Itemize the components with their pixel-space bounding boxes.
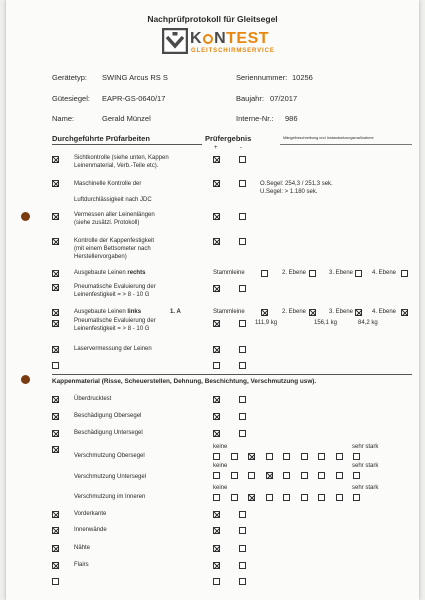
links-ebene3-check[interactable]	[355, 309, 362, 316]
v-unter-scale	[213, 472, 373, 480]
untersegel-label: Beschädigung Untersegel	[74, 430, 143, 436]
v-unter-scale-1[interactable]	[213, 472, 220, 479]
pneumatik-links-label-2: Leinenfestigkeit = > 8 - 10 G	[74, 326, 150, 332]
rechts-ebene4-check[interactable]	[401, 270, 408, 277]
v-innen-scale-6[interactable]	[301, 494, 308, 501]
v-ober-scale-3[interactable]	[248, 453, 255, 460]
v-ober-keine-label: keine	[213, 444, 228, 450]
v-ober-scale-6[interactable]	[301, 453, 308, 460]
naehte-plus-check[interactable]	[213, 545, 220, 552]
check-sichtkontrolle[interactable]	[52, 156, 59, 163]
extra-minus-check[interactable]	[239, 578, 246, 585]
punch-hole-bottom	[21, 375, 30, 384]
remark-column-heading: Mängelbeschreibung und Instandsetzungsmaßnahme	[283, 136, 374, 140]
name-value: Gerald Münzel	[102, 114, 151, 123]
innenwaende-label: Innenwände	[74, 527, 107, 533]
v-unter-scale-9[interactable]	[353, 472, 360, 479]
check-obersegel[interactable]	[52, 413, 59, 420]
check-verschmutzung[interactable]	[52, 446, 59, 453]
kappenfestigkeit-label-3: Herstellervorgaben)	[74, 254, 127, 260]
v-innen-scale-7[interactable]	[318, 494, 325, 501]
logo-emblem-icon	[162, 28, 188, 54]
baujahr-label: Baujahr:	[236, 94, 264, 103]
ueberdrucktest-plus-check[interactable]	[213, 396, 220, 403]
pneumatik-value-1: 111,9 kg	[255, 320, 278, 326]
v-unter-scale-7[interactable]	[318, 472, 325, 479]
remark-underline	[280, 144, 412, 145]
v-ober-scale-2[interactable]	[231, 453, 238, 460]
check-flairs[interactable]	[52, 562, 59, 569]
ueberdrucktest-label: Überdrucktest	[74, 396, 112, 402]
section-divider	[52, 374, 412, 375]
obersegel-label: Beschädigung Obersegel	[74, 413, 142, 419]
check-maschinelle-kontrolle[interactable]	[52, 180, 59, 187]
v-innen-scale-9[interactable]	[353, 494, 360, 501]
pneumatik-links-label: Pneumatische Evaluierung der	[74, 318, 156, 324]
v-unter-scale-8[interactable]	[336, 472, 343, 479]
guetesiegel-label: Gütesiegel:	[52, 94, 90, 103]
geraetetyp-value: SWING Arcus RS S	[102, 73, 168, 82]
document-title: Nachprüfprotokoll für Gleitsegel	[147, 14, 278, 24]
vermessen-minus-check[interactable]	[239, 213, 246, 220]
empty-minus-check[interactable]	[239, 362, 246, 369]
logo-subtitle: GLEITSCHIRMSERVICE	[191, 48, 275, 54]
maschinelle-plus-check[interactable]	[213, 180, 220, 187]
links-ebene4-label: 4. Ebene	[372, 309, 397, 315]
sichtkontrolle-label-2: Leinenmaterial, Verb.-Teile etc).	[74, 163, 159, 169]
v-ober-scale-9[interactable]	[353, 453, 360, 460]
vorderkante-minus-check[interactable]	[239, 511, 246, 518]
pneumatik-value-3: 84,2 kg	[358, 320, 378, 326]
rechts-stammleine-check[interactable]	[261, 270, 268, 277]
porosity-untersegel: U.Segel: > 1.180 sek.	[260, 189, 318, 195]
seriennummer-label: Seriennummer:	[236, 73, 288, 82]
v-innen-scale-3[interactable]	[248, 494, 255, 501]
interne-label: Interne-Nr.:	[236, 114, 274, 123]
innenwaende-minus-check[interactable]	[239, 527, 246, 534]
untersegel-plus-check[interactable]	[213, 430, 220, 437]
v-innen-keine-label: keine	[213, 485, 228, 491]
links-ebene4-check[interactable]	[401, 309, 408, 316]
leinen-rechts-side: rechts	[127, 270, 146, 276]
sichtkontrolle-label: Sichtkontrolle (siehe unten, Kappen	[74, 155, 169, 161]
check-kappenfestigkeit[interactable]	[52, 238, 59, 245]
v-ober-scale-4[interactable]	[266, 453, 273, 460]
ueberdrucktest-minus-check[interactable]	[239, 396, 246, 403]
links-stammleine-check[interactable]	[261, 309, 268, 316]
check-naehte[interactable]	[52, 545, 59, 552]
check-laservermessung[interactable]	[52, 346, 59, 353]
leinen-rechts-text: Ausgebaute Leinen	[74, 270, 128, 276]
check-untersegel[interactable]	[52, 430, 59, 437]
v-innen-scale-1[interactable]	[213, 494, 220, 501]
v-innen-scale-8[interactable]	[336, 494, 343, 501]
leinen-links-side: links	[127, 309, 142, 315]
logo-letter-k: K	[190, 30, 203, 47]
v-unter-label: Verschmutzung Untersegel	[74, 474, 147, 480]
check-pneumatik-links[interactable]	[52, 320, 59, 327]
v-ober-scale-7[interactable]	[318, 453, 325, 460]
logo-o-ring-icon	[203, 34, 213, 44]
v-unter-keine-label: keine	[213, 463, 228, 469]
vorderkante-plus-check[interactable]	[213, 511, 220, 518]
v-unter-scale-2[interactable]	[231, 472, 238, 479]
kappenfestigkeit-plus-check[interactable]	[213, 238, 220, 245]
pneumatik-rechts-label: Pneumatische Evaluierung der	[74, 284, 156, 290]
v-unter-scale-4[interactable]	[266, 472, 273, 479]
vermessen-label: Vermessen aller Leinenlängen	[74, 212, 155, 218]
check-leinen-rechts[interactable]	[52, 270, 59, 277]
obersegel-plus-check[interactable]	[213, 413, 220, 420]
logo-letter-n: N	[214, 30, 227, 47]
v-unter-scale-6[interactable]	[301, 472, 308, 479]
v-innen-sehr-stark-label: sehr stark	[352, 485, 379, 491]
v-ober-sehr-stark-label: sehr stark	[352, 444, 379, 450]
geraetetyp-label: Gerätetyp:	[52, 73, 88, 82]
pneumatik-links-minus-check[interactable]	[239, 320, 246, 327]
porosity-obersegel: O.Segel: 254,3 / 251,3 sek.	[260, 181, 333, 187]
vermessen-plus-check[interactable]	[213, 213, 220, 220]
sichtkontrolle-minus-check[interactable]	[239, 156, 246, 163]
check-vermessen[interactable]	[52, 213, 59, 220]
kappenfestigkeit-minus-check[interactable]	[239, 238, 246, 245]
links-ebene2-check[interactable]	[309, 309, 316, 316]
name-label: Name:	[52, 114, 75, 123]
guetesiegel-value: EAPR-GS-0640/17	[102, 94, 166, 103]
naehte-minus-check[interactable]	[239, 545, 246, 552]
links-ebene2-label: 2. Ebene	[282, 309, 307, 315]
v-unter-scale-5[interactable]	[283, 472, 290, 479]
v-ober-scale	[213, 453, 373, 461]
baujahr-value: 07/2017	[270, 94, 298, 103]
vorderkante-label: Vorderkante	[74, 511, 107, 517]
vermessen-label-2: (siehe zusätzl. Protokoll)	[74, 220, 140, 226]
rechts-ebene4-label: 4. Ebene	[372, 270, 397, 276]
obersegel-minus-check[interactable]	[239, 413, 246, 420]
v-innen-scale-5[interactable]	[283, 494, 290, 501]
check-innenwaende[interactable]	[52, 527, 59, 534]
section-kappenmaterial-heading: Kappenmaterial (Risse, Scheuerstellen, Dehnung, Beschichtung, Verschmutzung usw).	[52, 378, 317, 385]
laservermessung-label: Laservermessung der Leinen	[74, 346, 152, 352]
maschinelle-label: Maschinelle Kontrolle der	[74, 181, 142, 187]
naehte-label: Nähte	[74, 545, 91, 551]
sichtkontrolle-plus-check[interactable]	[213, 156, 220, 163]
flairs-minus-check[interactable]	[239, 562, 246, 569]
v-unter-sehr-stark-label: sehr stark	[352, 463, 379, 469]
links-ebene3-label: 3. Ebene	[329, 309, 354, 315]
check-vorderkante[interactable]	[52, 511, 59, 518]
links-stammleine-label: Stammleine	[213, 309, 245, 315]
pneumatik-rechts-label-2: Leinenfestigkeit = > 8 - 10 G	[74, 292, 150, 298]
innenwaende-plus-check[interactable]	[213, 527, 220, 534]
flairs-plus-check[interactable]	[213, 562, 220, 569]
leinen-rechts-label	[74, 270, 145, 277]
v-ober-scale-8[interactable]	[336, 453, 343, 460]
pneumatik-links-plus-check[interactable]	[213, 320, 220, 327]
v-ober-scale-1[interactable]	[213, 453, 220, 460]
logo-test: TEST	[226, 30, 270, 47]
check-extra-row[interactable]	[52, 578, 59, 585]
logo-wordmark	[190, 30, 269, 47]
kontest-logo	[162, 28, 282, 58]
plus-column-label: +	[214, 145, 218, 151]
interne-value: 986	[285, 114, 298, 123]
maschinelle-label-3: Luftdurchlässigkeit nach JDC	[74, 197, 152, 203]
check-ueberdrucktest[interactable]	[52, 396, 59, 403]
section-pruefarbeiten-heading: Durchgeführte Prüfarbeiten	[52, 134, 150, 143]
flairs-label: Flairs	[74, 562, 89, 568]
v-innen-scale-2[interactable]	[231, 494, 238, 501]
rechts-ebene2-check[interactable]	[309, 270, 316, 277]
seriennummer-value: 10256	[292, 73, 313, 82]
v-ober-scale-5[interactable]	[283, 453, 290, 460]
rechts-ebene3-check[interactable]	[355, 270, 362, 277]
pneumatik-rechts-plus-check[interactable]	[213, 285, 220, 292]
kappenfestigkeit-label-2: (mit einem Bettsometer nach	[74, 246, 151, 252]
leinen-links-text: Ausgebaute Leinen	[74, 309, 128, 315]
leinen-links-line-id: 1. A	[170, 309, 181, 315]
rechts-ebene2-label: 2. Ebene	[282, 270, 307, 276]
heading-underline	[52, 144, 202, 145]
v-innen-scale-4[interactable]	[266, 494, 273, 501]
v-innen-label: Verschmutzung im Inneren	[74, 494, 146, 500]
section-pruefergebnis-heading: Prüfergebnis	[205, 134, 252, 143]
laser-plus-check[interactable]	[213, 346, 220, 353]
check-empty-row[interactable]	[52, 362, 59, 369]
protocol-sheet	[6, 0, 419, 600]
rechts-ebene3-label: 3. Ebene	[329, 270, 354, 276]
v-innen-scale	[213, 494, 373, 502]
laser-minus-check[interactable]	[239, 346, 246, 353]
empty-plus-check[interactable]	[213, 362, 220, 369]
punch-hole-top	[21, 212, 30, 221]
pneumatik-rechts-minus-check[interactable]	[239, 285, 246, 292]
extra-plus-check[interactable]	[213, 578, 220, 585]
maschinelle-minus-check[interactable]	[239, 180, 246, 187]
rechts-stammleine-label: Stammleine	[213, 270, 245, 276]
kappenfestigkeit-label: Kontrolle der Kappenfestigkeit	[74, 238, 155, 244]
minus-column-label: -	[240, 145, 242, 151]
v-unter-scale-3[interactable]	[248, 472, 255, 479]
leinen-links-label	[74, 309, 141, 316]
pneumatik-value-2: 156,1 kg	[314, 320, 338, 326]
v-ober-label: Verschmutzung Obersegel	[74, 453, 145, 459]
check-pneumatik-rechts[interactable]	[52, 284, 59, 291]
check-leinen-links[interactable]	[52, 309, 59, 316]
untersegel-minus-check[interactable]	[239, 430, 246, 437]
